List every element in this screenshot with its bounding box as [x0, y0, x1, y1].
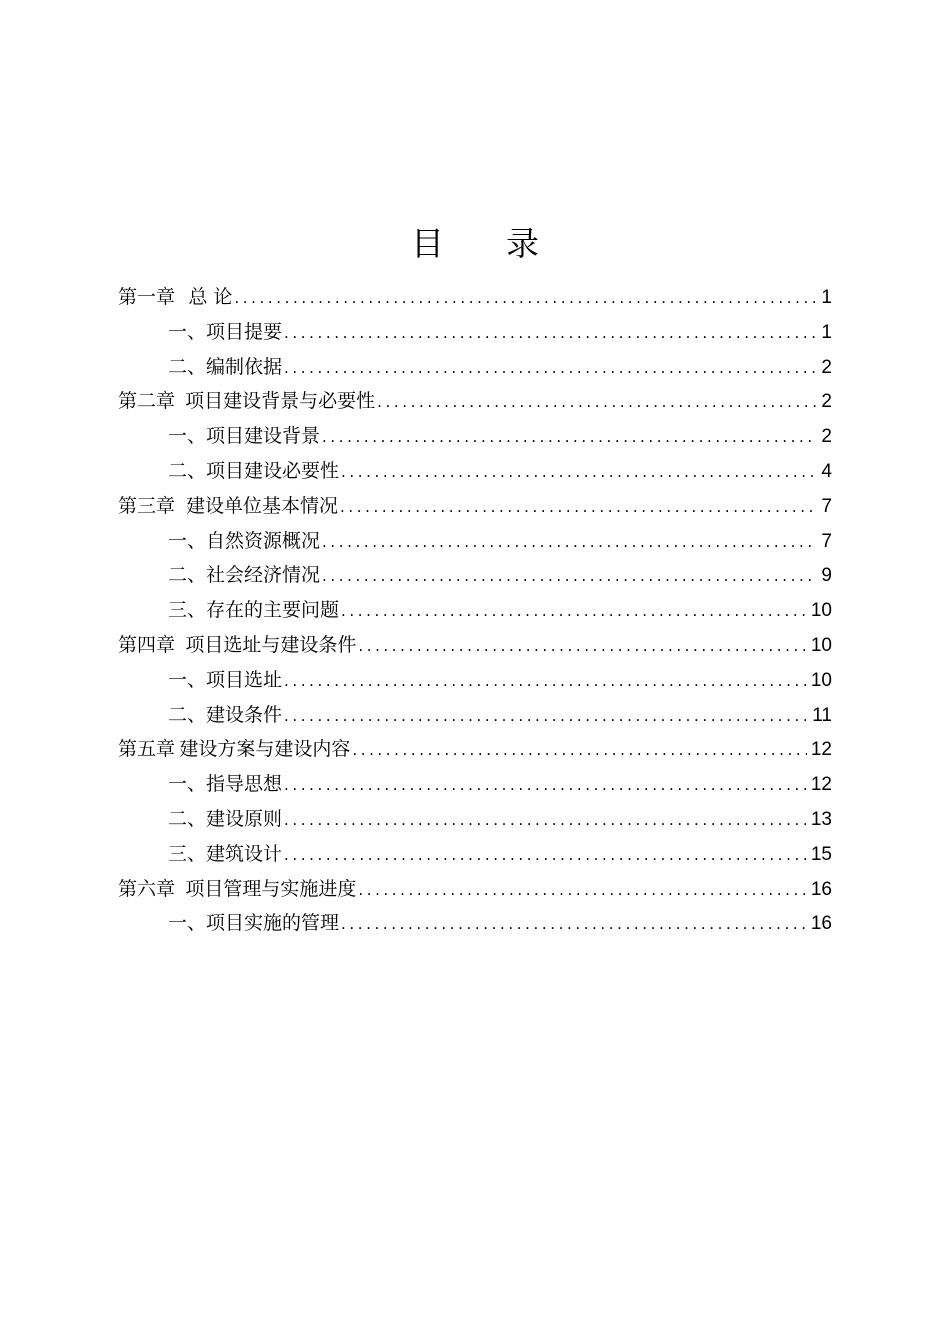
toc-entry-label: 一、项目选址: [168, 668, 283, 691]
toc-dot-leader: [284, 768, 807, 803]
toc-page-number: 12: [810, 739, 832, 761]
toc-entry-label: 项目建设背景与必要性: [185, 390, 376, 413]
toc-chapter-number: 第二章: [118, 390, 176, 413]
toc-section-entry[interactable]: [118, 767, 832, 802]
toc-dot-leader: [284, 838, 807, 873]
toc-page-number: 16: [810, 878, 832, 900]
toc-chapter-entry[interactable]: [118, 280, 832, 315]
toc-section-entry[interactable]: [118, 454, 832, 489]
toc-entry-label: 项目管理与实施进度: [185, 877, 357, 900]
toc-entry-label: 二、社会经济情况: [168, 564, 321, 587]
toc-dot-leader: [284, 803, 807, 838]
toc-section-entry[interactable]: [118, 593, 832, 628]
toc-dot-leader: [284, 351, 817, 386]
toc-page-number: 10: [810, 600, 832, 622]
toc-page-number: 7: [821, 495, 832, 517]
toc-chapter-entry[interactable]: [118, 384, 832, 419]
toc-dot-leader: [377, 385, 817, 420]
toc-dot-leader: [341, 455, 817, 490]
toc-dot-leader: [352, 733, 807, 768]
toc-page-number: 15: [810, 843, 832, 865]
toc-entry-label: 一、自然资源概况: [168, 529, 321, 552]
toc-chapter-number: 第五章: [118, 738, 176, 761]
toc-dot-leader: [284, 699, 808, 734]
toc-dot-leader: [340, 490, 817, 525]
toc-dot-leader: [358, 629, 807, 664]
toc-chapter-entry[interactable]: [118, 872, 832, 907]
toc-chapter-entry[interactable]: [118, 628, 832, 663]
toc-title-right: 录: [506, 224, 539, 263]
toc-entry-label: 建设方案与建设内容: [179, 738, 351, 761]
toc-entry-label: 三、建筑设计: [168, 842, 283, 865]
toc-title: [0, 222, 950, 266]
toc-section-entry[interactable]: [118, 350, 832, 385]
toc-section-entry[interactable]: [118, 802, 832, 837]
toc-entry-label: 一、项目实施的管理: [168, 912, 340, 935]
toc-entry-label: 二、编制依据: [168, 355, 283, 378]
table-of-contents: [118, 280, 832, 941]
toc-chapter-number: 第四章: [118, 633, 176, 656]
toc-entry-label: 二、项目建设必要性: [168, 459, 340, 482]
toc-dot-leader: [341, 594, 807, 629]
toc-section-entry[interactable]: [118, 419, 832, 454]
toc-dot-leader: [284, 664, 807, 699]
toc-page-number: 2: [821, 426, 832, 448]
toc-entry-label: 二、建设原则: [168, 807, 283, 830]
toc-page-number: 7: [821, 530, 832, 552]
toc-dot-leader: [322, 525, 817, 560]
toc-title-left: 目: [411, 224, 444, 263]
toc-chapter-entry[interactable]: [118, 489, 832, 524]
toc-chapter-number: 第一章: [118, 286, 176, 308]
toc-page-number: 16: [810, 913, 832, 935]
toc-dot-leader: [341, 907, 807, 942]
toc-chapter-entry[interactable]: [118, 732, 832, 767]
toc-dot-leader: [234, 281, 817, 316]
toc-section-entry[interactable]: [118, 837, 832, 872]
toc-section-entry[interactable]: [118, 906, 832, 941]
toc-page-number: 2: [821, 356, 832, 378]
toc-dot-leader: [322, 420, 817, 455]
toc-entry-label: 项目选址与建设条件: [185, 633, 357, 656]
toc-entry-label: 一、指导思想: [168, 773, 283, 796]
toc-page-number: 9: [821, 565, 832, 587]
toc-entry-label: 建设单位基本情况: [185, 494, 338, 517]
toc-page-number: 2: [821, 391, 832, 413]
toc-entry-label: 总 论: [188, 286, 233, 308]
toc-entry-label: 二、建设条件: [168, 703, 283, 726]
toc-page-number: 10: [810, 669, 832, 691]
toc-chapter-number: 第六章: [118, 877, 176, 900]
toc-page-number: 12: [810, 774, 832, 796]
toc-section-entry[interactable]: [118, 524, 832, 559]
toc-page-number: 13: [810, 808, 832, 830]
toc-page-number: 10: [810, 634, 832, 656]
toc-dot-leader: [284, 316, 817, 351]
toc-chapter-number: 第三章: [118, 494, 176, 517]
toc-page-number: 11: [812, 704, 832, 726]
toc-entry-label: 一、项目提要: [168, 320, 283, 343]
toc-page-number: 4: [821, 460, 832, 482]
toc-section-entry[interactable]: [118, 315, 832, 350]
toc-dot-leader: [358, 873, 807, 908]
toc-page-number: 1: [821, 321, 832, 343]
toc-section-entry[interactable]: [118, 663, 832, 698]
toc-page-number: 1: [821, 287, 832, 308]
toc-entry-label: 一、项目建设背景: [168, 425, 321, 448]
toc-section-entry[interactable]: [118, 698, 832, 733]
toc-dot-leader: [322, 559, 817, 594]
toc-entry-label: 三、存在的主要问题: [168, 599, 340, 622]
toc-section-entry[interactable]: [118, 558, 832, 593]
